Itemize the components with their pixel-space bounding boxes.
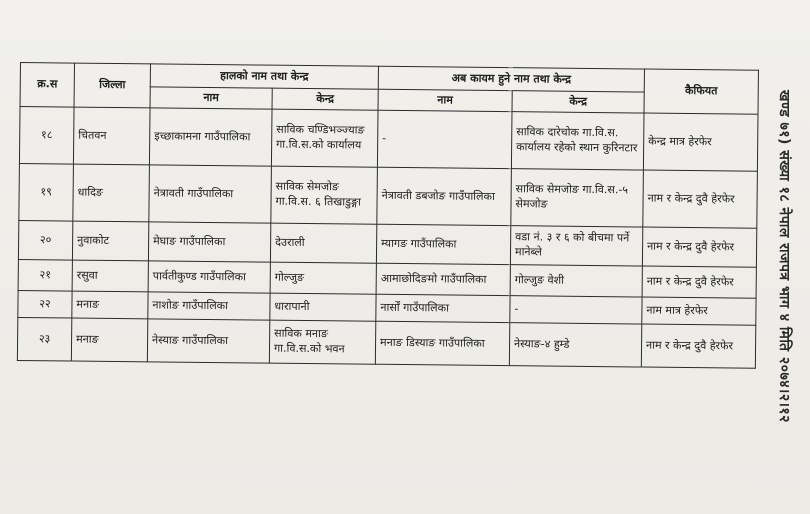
- table-row: [19, 163, 758, 228]
- cell-remarks: नाम र केन्द्र दुवै हेरफेर: [642, 227, 756, 267]
- cell-remarks: नाम र केन्द्र दुवै हेरफेर: [642, 266, 756, 298]
- cell-remarks: नाम र केन्द्र दुवै हेरफेर: [641, 324, 755, 368]
- cell-district: रसुवा: [72, 260, 148, 292]
- header-district: जिल्ला: [74, 63, 150, 108]
- cell-current-center: देउराली: [270, 223, 376, 263]
- cell-district: मनाङ: [72, 291, 148, 319]
- municipality-change-table: [17, 62, 759, 369]
- header-current-name: नाम: [150, 87, 272, 109]
- cell-new-center: गोल्जुङ वेशी: [510, 265, 642, 297]
- cell-new-name: -: [377, 110, 512, 168]
- cell-new-name: आमाछोदिङमो गाउँपालिका: [376, 263, 510, 295]
- cell-remarks: नाम मात्र हेरफेर: [642, 297, 756, 325]
- cell-new-center: -: [510, 296, 642, 324]
- header-new-center: केन्द्र: [512, 91, 644, 113]
- cell-current-name: नाशोङ गाउँपालिका: [148, 292, 270, 320]
- header-current-group: हालको नाम तथा केन्द्र: [150, 64, 378, 89]
- cell-district: चितवन: [73, 107, 150, 165]
- cell-new-name: नार्सों गाउँपालिका: [376, 294, 510, 322]
- cell-current-center: धारापानी: [270, 293, 376, 321]
- cell-current-name: इच्छाकामना गाउँपालिका: [149, 108, 272, 166]
- cell-current-center: साविक चण्डिभञ्ज्याङ गा.वि.स.को कार्यालय: [271, 109, 378, 167]
- header-new-name: नाम: [378, 89, 512, 111]
- cell-new-center: नेस्याङ-४ हुम्डे: [509, 323, 641, 367]
- cell-new-center: साविक दारेचोक गा.वि.स. कार्यालय रहेको स्थान कुरिनटार: [511, 112, 644, 170]
- cell-current-center: गोल्जुङ: [270, 262, 376, 294]
- cell-remarks: नाम र केन्द्र दुवै हेरफेर: [643, 170, 758, 228]
- side-header-text: खण्ड ७१) संख्या १८ नेपाल राजपत्र भाग ४ मिति २०७४।२।१२: [775, 90, 792, 423]
- cell-new-center: साविक सेमजोङ गा.वि.स.-५ सेमजोङ: [511, 169, 644, 227]
- cell-current-center: साविक मनाङ गा.वि.स.को भवन: [269, 320, 375, 364]
- cell-sn: २२: [18, 290, 72, 318]
- cell-new-name: म्यागङ गाउँपालिका: [376, 224, 510, 264]
- cell-current-name: मेघाङ गाउँपालिका: [148, 222, 270, 262]
- cell-district: धादिङ: [73, 164, 150, 222]
- header-current-center: केन्द्र: [272, 88, 378, 110]
- cell-remarks: केन्द्र मात्र हेरफेर: [643, 113, 758, 171]
- cell-current-name: नेस्याङ गाउँपालिका: [147, 319, 269, 363]
- cell-sn: २१: [18, 259, 72, 291]
- cell-district: मनाङ: [71, 318, 147, 362]
- cell-sn: १९: [19, 163, 74, 221]
- table-row: [17, 317, 755, 368]
- cell-sn: १८: [19, 107, 74, 165]
- header-sn: क्र.स: [20, 63, 74, 108]
- header-remarks: कैफियत: [644, 69, 758, 114]
- cell-current-name: पार्वतीकुण्ड गाउँपालिका: [148, 261, 270, 293]
- table-row: [19, 107, 758, 172]
- cell-new-name: मनाङ डिस्याङ गाउँपालिका: [375, 321, 509, 365]
- cell-new-center: वडा नं. ३ र ६ को बीचमा पर्ने मानेब्ले: [510, 226, 642, 266]
- cell-sn: २०: [18, 220, 72, 260]
- cell-district: नुवाकोट: [72, 221, 148, 261]
- gazette-side-header: [762, 4, 806, 509]
- cell-current-center: साविक सेमजोङ गा.वि.स. ६ तिखाडुङ्गा: [271, 166, 378, 224]
- cell-current-name: नेत्रावती गाउँपालिका: [149, 165, 272, 223]
- cell-sn: २३: [17, 317, 71, 361]
- cell-new-name: नेत्रावती डबजोङ गाउँपालिका: [377, 167, 512, 225]
- header-new-group: अब कायम हुने नाम तथा केन्द्र: [378, 66, 644, 92]
